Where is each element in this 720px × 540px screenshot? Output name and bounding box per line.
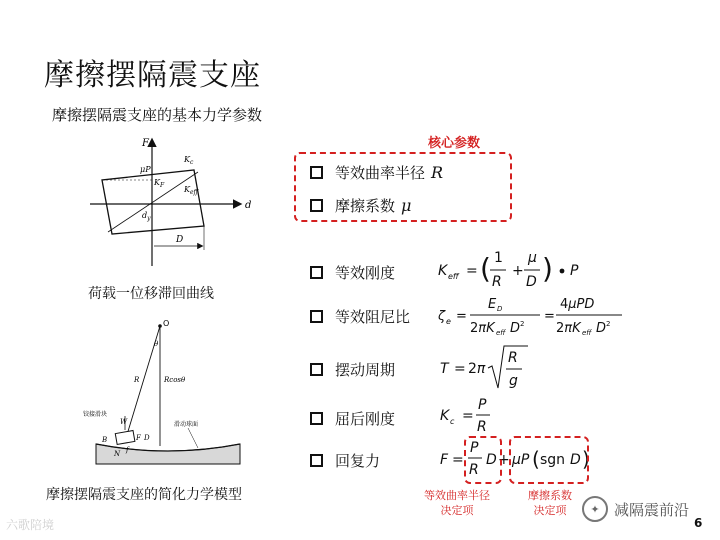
slider-label: 铰接滑块 [83,411,108,418]
svg-text:2πK: 2πK [470,321,495,336]
checkbox-icon [310,363,323,376]
svg-text:(: ( [480,252,491,285]
hysteresis-diagram [80,128,280,276]
svg-text:e: e [446,317,451,326]
svg-text:eff: eff [582,329,592,337]
svg-text:g: g [509,373,518,389]
b-label: B [102,436,108,444]
key-params-header: 核心参数 [428,136,481,151]
kf-label: K [154,178,160,187]
checkbox-icon [310,412,323,425]
kc-label: K [184,155,190,164]
svg-text:ζ: ζ [438,309,446,324]
svg-text:R: R [477,419,487,435]
svg-text:4μPD: 4μPD [560,297,595,312]
svg-text:(: ( [532,447,540,471]
keff-line [108,172,198,232]
svg-text:dy: $d_y$ [142,211,151,222]
svg-text:2: 2 [606,320,611,328]
svg-text:R: R [469,462,479,478]
svg-text:P: P [570,263,579,279]
svg-text:=: = [456,309,467,324]
axis-d-label: d [245,200,252,211]
w-label: W [120,418,128,426]
page-title: 摩擦摆隔震支座 [44,58,261,93]
svg-text:+: + [512,263,524,279]
n-label: N [114,450,121,458]
svg-text:μP: μP [512,452,530,468]
param-period: 摆动周期 [310,359,395,380]
svg-text:2: 2 [520,320,525,328]
keff-label: K [184,185,190,194]
dy-label: d [142,211,148,220]
wechat-icon: ✦ [582,496,608,522]
svg-text:Kc: $K_c$ [184,155,194,166]
param-effective-stiffness: 等效刚度 [310,262,395,283]
svg-text:K: K [438,263,448,279]
rcos-label: Rcosθ [164,376,186,384]
theta-label: θ [154,340,159,348]
f-force-label: F [136,434,141,442]
d-disp-label: D [144,434,150,442]
svg-text:K: K [440,408,450,424]
svg-text:D: D [486,452,497,468]
r-label: R [134,376,140,384]
model-caption: 摩擦摆隔震支座的简化力学模型 [46,487,242,503]
footer-left-text: 六歌陪境 [6,518,55,532]
svg-text:=: = [454,361,466,377]
svg-text:1: 1 [494,250,503,266]
radius-note: 等效曲率半径 决定项 [424,489,490,517]
key-param-friction: 摩擦系数 μ [310,195,411,216]
svg-text:2πK: 2πK [556,321,581,336]
svg-text:μ: μ [528,250,537,266]
svg-text:=: = [466,263,478,279]
checkbox-icon [310,266,323,279]
surface-label: 滑动球面 [174,421,199,428]
friction-term-box [509,436,589,484]
svg-text:sgn: sgn [540,452,566,468]
d-label: D [176,235,184,245]
hysteresis-caption: 荷载一位移滞回曲线 [88,286,214,302]
svg-text:KF: $K_F$ [154,178,165,189]
svg-text:R: R [508,350,518,366]
formula-post-yield [436,396,516,436]
svg-text:=: = [452,452,464,468]
footer-watermark-right [582,496,689,522]
svg-text:T: T [440,361,449,377]
mechanical-model-diagram [78,316,278,476]
svg-text:D: D [570,452,581,468]
svg-text:E: E [488,297,497,312]
svg-text:P: P [478,397,487,413]
page-number: 6 [694,516,703,530]
svg-text:eff: eff [448,272,459,281]
friction-note: 摩擦系数 决定项 [528,489,572,517]
param-damping-ratio: 等效阻尼比 [310,306,410,327]
svg-text:=: = [544,309,555,324]
o-label: O [163,319,170,328]
formula-period [436,342,546,396]
svg-text:c: c [450,417,455,426]
section-subtitle: 摩擦摆隔震支座的基本力学参数 [52,106,263,124]
svg-text:eff: eff [496,329,506,337]
formula-effective-stiffness [436,244,596,296]
svg-text:R: R [492,274,502,290]
formula-damping-ratio [436,292,626,340]
checkbox-icon [310,454,323,467]
svg-text:): ) [582,447,590,471]
footer-right-text: 减隔震前沿 [614,500,690,519]
svg-text:Keff: $K_{eff}$ [184,185,198,196]
param-restoring-force: 回复力 [310,450,380,471]
mup-label: μP [140,165,151,174]
svg-text:D: D [510,321,521,336]
axis-f-label: F [142,138,149,149]
svg-text:D: D [526,274,537,290]
svg-text:D: D [596,321,607,336]
svg-text:2π: 2π [468,361,486,377]
svg-text:+: + [498,452,510,468]
svg-text:): ) [542,252,553,285]
radius-term-box [464,436,502,484]
param-post-yield-stiffness: 屈后刚度 [310,408,395,429]
checkbox-icon [310,166,323,179]
footer-watermark-left [6,516,54,533]
checkbox-icon [310,310,323,323]
svg-text:D: D [497,305,503,313]
checkbox-icon [310,199,323,212]
svg-text:P: P [470,440,479,456]
key-param-radius: 等效曲率半径 R [310,162,443,183]
svg-text:=: = [462,408,474,424]
ft-label: f [126,446,129,454]
svg-text:F: F [440,452,449,468]
